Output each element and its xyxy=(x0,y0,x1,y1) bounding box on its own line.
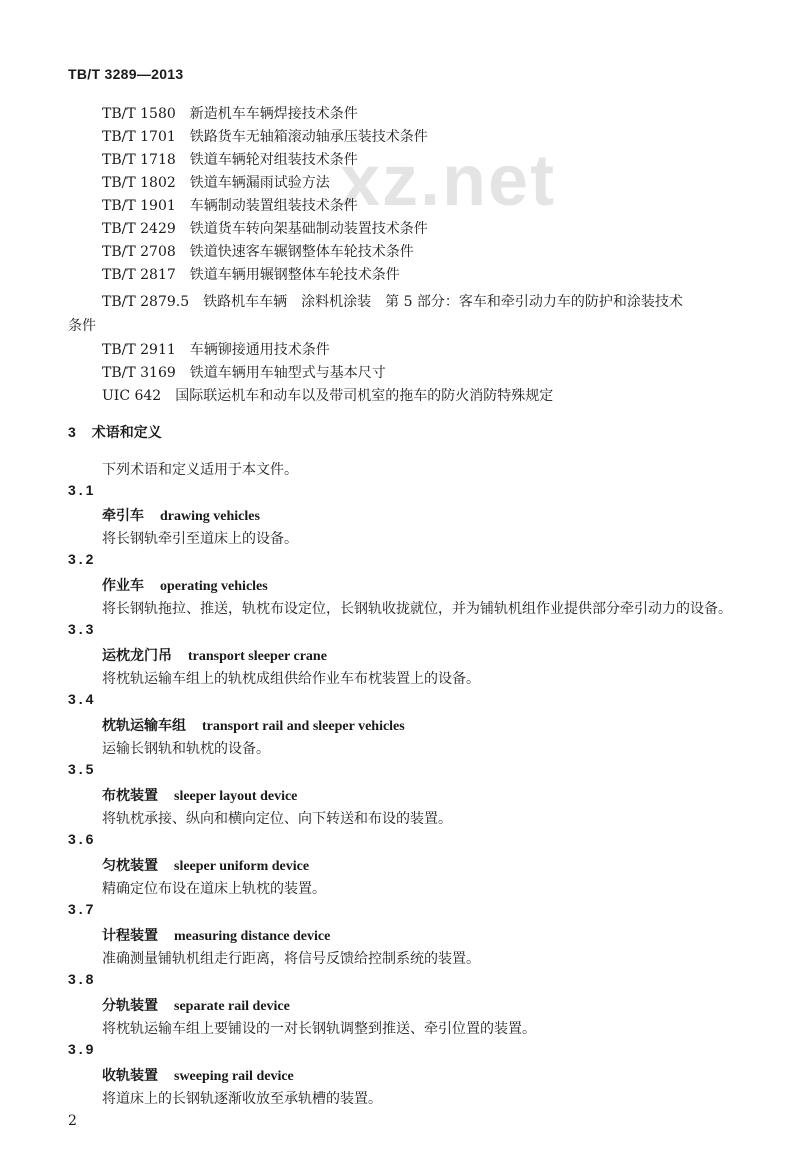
term-title xyxy=(102,785,297,805)
term-zh: 收轨装置 xyxy=(102,1068,158,1084)
term-en: sleeper uniform device xyxy=(174,859,310,874)
term-title xyxy=(102,925,330,945)
reference-code: TB/T 2429 xyxy=(102,221,176,237)
reference-item xyxy=(102,173,330,193)
page-number: 2 xyxy=(68,1113,77,1129)
section-heading xyxy=(68,422,162,442)
watermark: xz.net xyxy=(340,141,557,221)
term-number: 3.9 xyxy=(68,1041,97,1057)
reference-code: TB/T 1901 xyxy=(102,198,176,214)
reference-code: TB/T 2817 xyxy=(102,267,176,283)
reference-code: TB/T 1718 xyxy=(102,152,176,168)
reference-title: 铁道车辆用车轴型式与基本尺寸 xyxy=(189,365,386,381)
reference-item xyxy=(102,340,330,360)
reference-item xyxy=(102,363,386,383)
term-title xyxy=(102,855,309,875)
reference-title: 车辆制动装置组装技术条件 xyxy=(189,198,358,214)
reference-item xyxy=(102,219,428,239)
term-definition: 将长钢轨拖拉、推送，轨枕布设定位，长钢轨收拢就位，并为铺轨机组作业提供部分牵引动力的设备。 xyxy=(102,601,732,617)
reference-item xyxy=(102,265,400,285)
term-definition: 将长钢轨牵引至道床上的设备。 xyxy=(102,531,298,547)
reference-code: UIC 642 xyxy=(102,388,162,404)
term-definition: 精确定位布设在道床上轨枕的装置。 xyxy=(102,881,326,897)
section-number: 3 xyxy=(68,424,76,440)
term-zh: 牵引车 xyxy=(102,508,144,524)
term-zh: 匀枕装置 xyxy=(102,858,158,874)
term-number: 3.3 xyxy=(68,621,97,637)
term-en: operating vehicles xyxy=(160,579,268,594)
term-title xyxy=(102,1065,294,1085)
term-title xyxy=(102,575,268,595)
term-definition: 将道床上的长钢轨逐渐收放至承轨槽的装置。 xyxy=(102,1091,382,1107)
term-zh: 计程装置 xyxy=(102,928,158,944)
term-en: transport sleeper crane xyxy=(188,649,327,664)
term-en: transport rail and sleeper vehicles xyxy=(202,719,405,734)
reference-title: 铁道货车转向架基础制动装置技术条件 xyxy=(189,221,428,237)
reference-title: 车辆铆接通用技术条件 xyxy=(189,342,330,358)
reference-title-continuation: 条件 xyxy=(68,318,96,334)
section-title: 术语和定义 xyxy=(91,424,162,440)
reference-item xyxy=(102,196,358,216)
term-number: 3.4 xyxy=(68,691,97,707)
term-zh: 运枕龙门吊 xyxy=(102,648,172,664)
term-zh: 分轨装置 xyxy=(102,998,158,1014)
term-definition: 将轨枕承接、纵向和横向定位、向下转送和布设的装置。 xyxy=(102,811,452,827)
reference-item xyxy=(102,104,358,124)
reference-title: 国际联运机车和动车以及带司机室的拖车的防火消防特殊规定 xyxy=(175,388,554,404)
reference-code: TB/T 2911 xyxy=(102,342,176,358)
term-zh: 作业车 xyxy=(102,578,144,594)
term-definition: 将枕轨运输车组上的轨枕成组供给作业车布枕装置上的设备。 xyxy=(102,671,480,687)
term-definition: 准确测量铺轨机组走行距离，将信号反馈给控制系统的装置。 xyxy=(102,951,480,967)
term-number: 3.2 xyxy=(68,551,97,567)
document-code-header: TB/T 3289—2013 xyxy=(68,66,184,82)
reference-item xyxy=(102,242,414,262)
section-intro: 下列术语和定义适用于本文件。 xyxy=(102,462,298,478)
term-en: measuring distance device xyxy=(174,929,331,944)
reference-title: 铁道车辆漏雨试验方法 xyxy=(189,175,330,191)
reference-code: TB/T 1580 xyxy=(102,106,176,122)
reference-item-long xyxy=(102,292,683,312)
term-title xyxy=(102,505,260,525)
term-number: 3.7 xyxy=(68,901,97,917)
reference-title: 新造机车车辆焊接技术条件 xyxy=(189,106,358,122)
term-en: sleeper layout device xyxy=(174,789,298,804)
reference-title: 铁道车辆用辗钢整体车轮技术条件 xyxy=(189,267,400,283)
reference-code: TB/T 1802 xyxy=(102,175,176,191)
term-zh: 枕轨运输车组 xyxy=(102,718,186,734)
reference-title: 铁路机车车辆 涂料机涂装 第 5 部分：客车和牵引动力车的防护和涂装技术 xyxy=(203,294,683,310)
term-title xyxy=(102,645,327,665)
term-title xyxy=(102,715,405,735)
term-zh: 布枕装置 xyxy=(102,788,158,804)
reference-item xyxy=(102,386,553,406)
term-number: 3.8 xyxy=(68,971,97,987)
reference-item xyxy=(102,127,428,147)
term-title xyxy=(102,995,290,1015)
term-number: 3.1 xyxy=(68,482,97,498)
term-en: sweeping rail device xyxy=(174,1069,294,1084)
reference-code: TB/T 1701 xyxy=(102,129,176,145)
reference-code: TB/T 2708 xyxy=(102,244,176,260)
reference-title: 铁路货车无轴箱滚动轴承压装技术条件 xyxy=(189,129,428,145)
reference-item xyxy=(102,150,358,170)
reference-code: TB/T 3169 xyxy=(102,365,176,381)
term-number: 3.6 xyxy=(68,831,97,847)
term-definition: 将枕轨运输车组上要铺设的一对长钢轨调整到推送、牵引位置的装置。 xyxy=(102,1021,536,1037)
reference-title: 铁道快速客车辗钢整体车轮技术条件 xyxy=(189,244,414,260)
term-en: drawing vehicles xyxy=(160,509,260,524)
reference-title: 铁道车辆轮对组装技术条件 xyxy=(189,152,358,168)
term-number: 3.5 xyxy=(68,761,97,777)
reference-code: TB/T 2879.5 xyxy=(102,294,190,310)
term-en: separate rail device xyxy=(174,999,290,1014)
term-definition: 运输长钢轨和轨枕的设备。 xyxy=(102,741,270,757)
